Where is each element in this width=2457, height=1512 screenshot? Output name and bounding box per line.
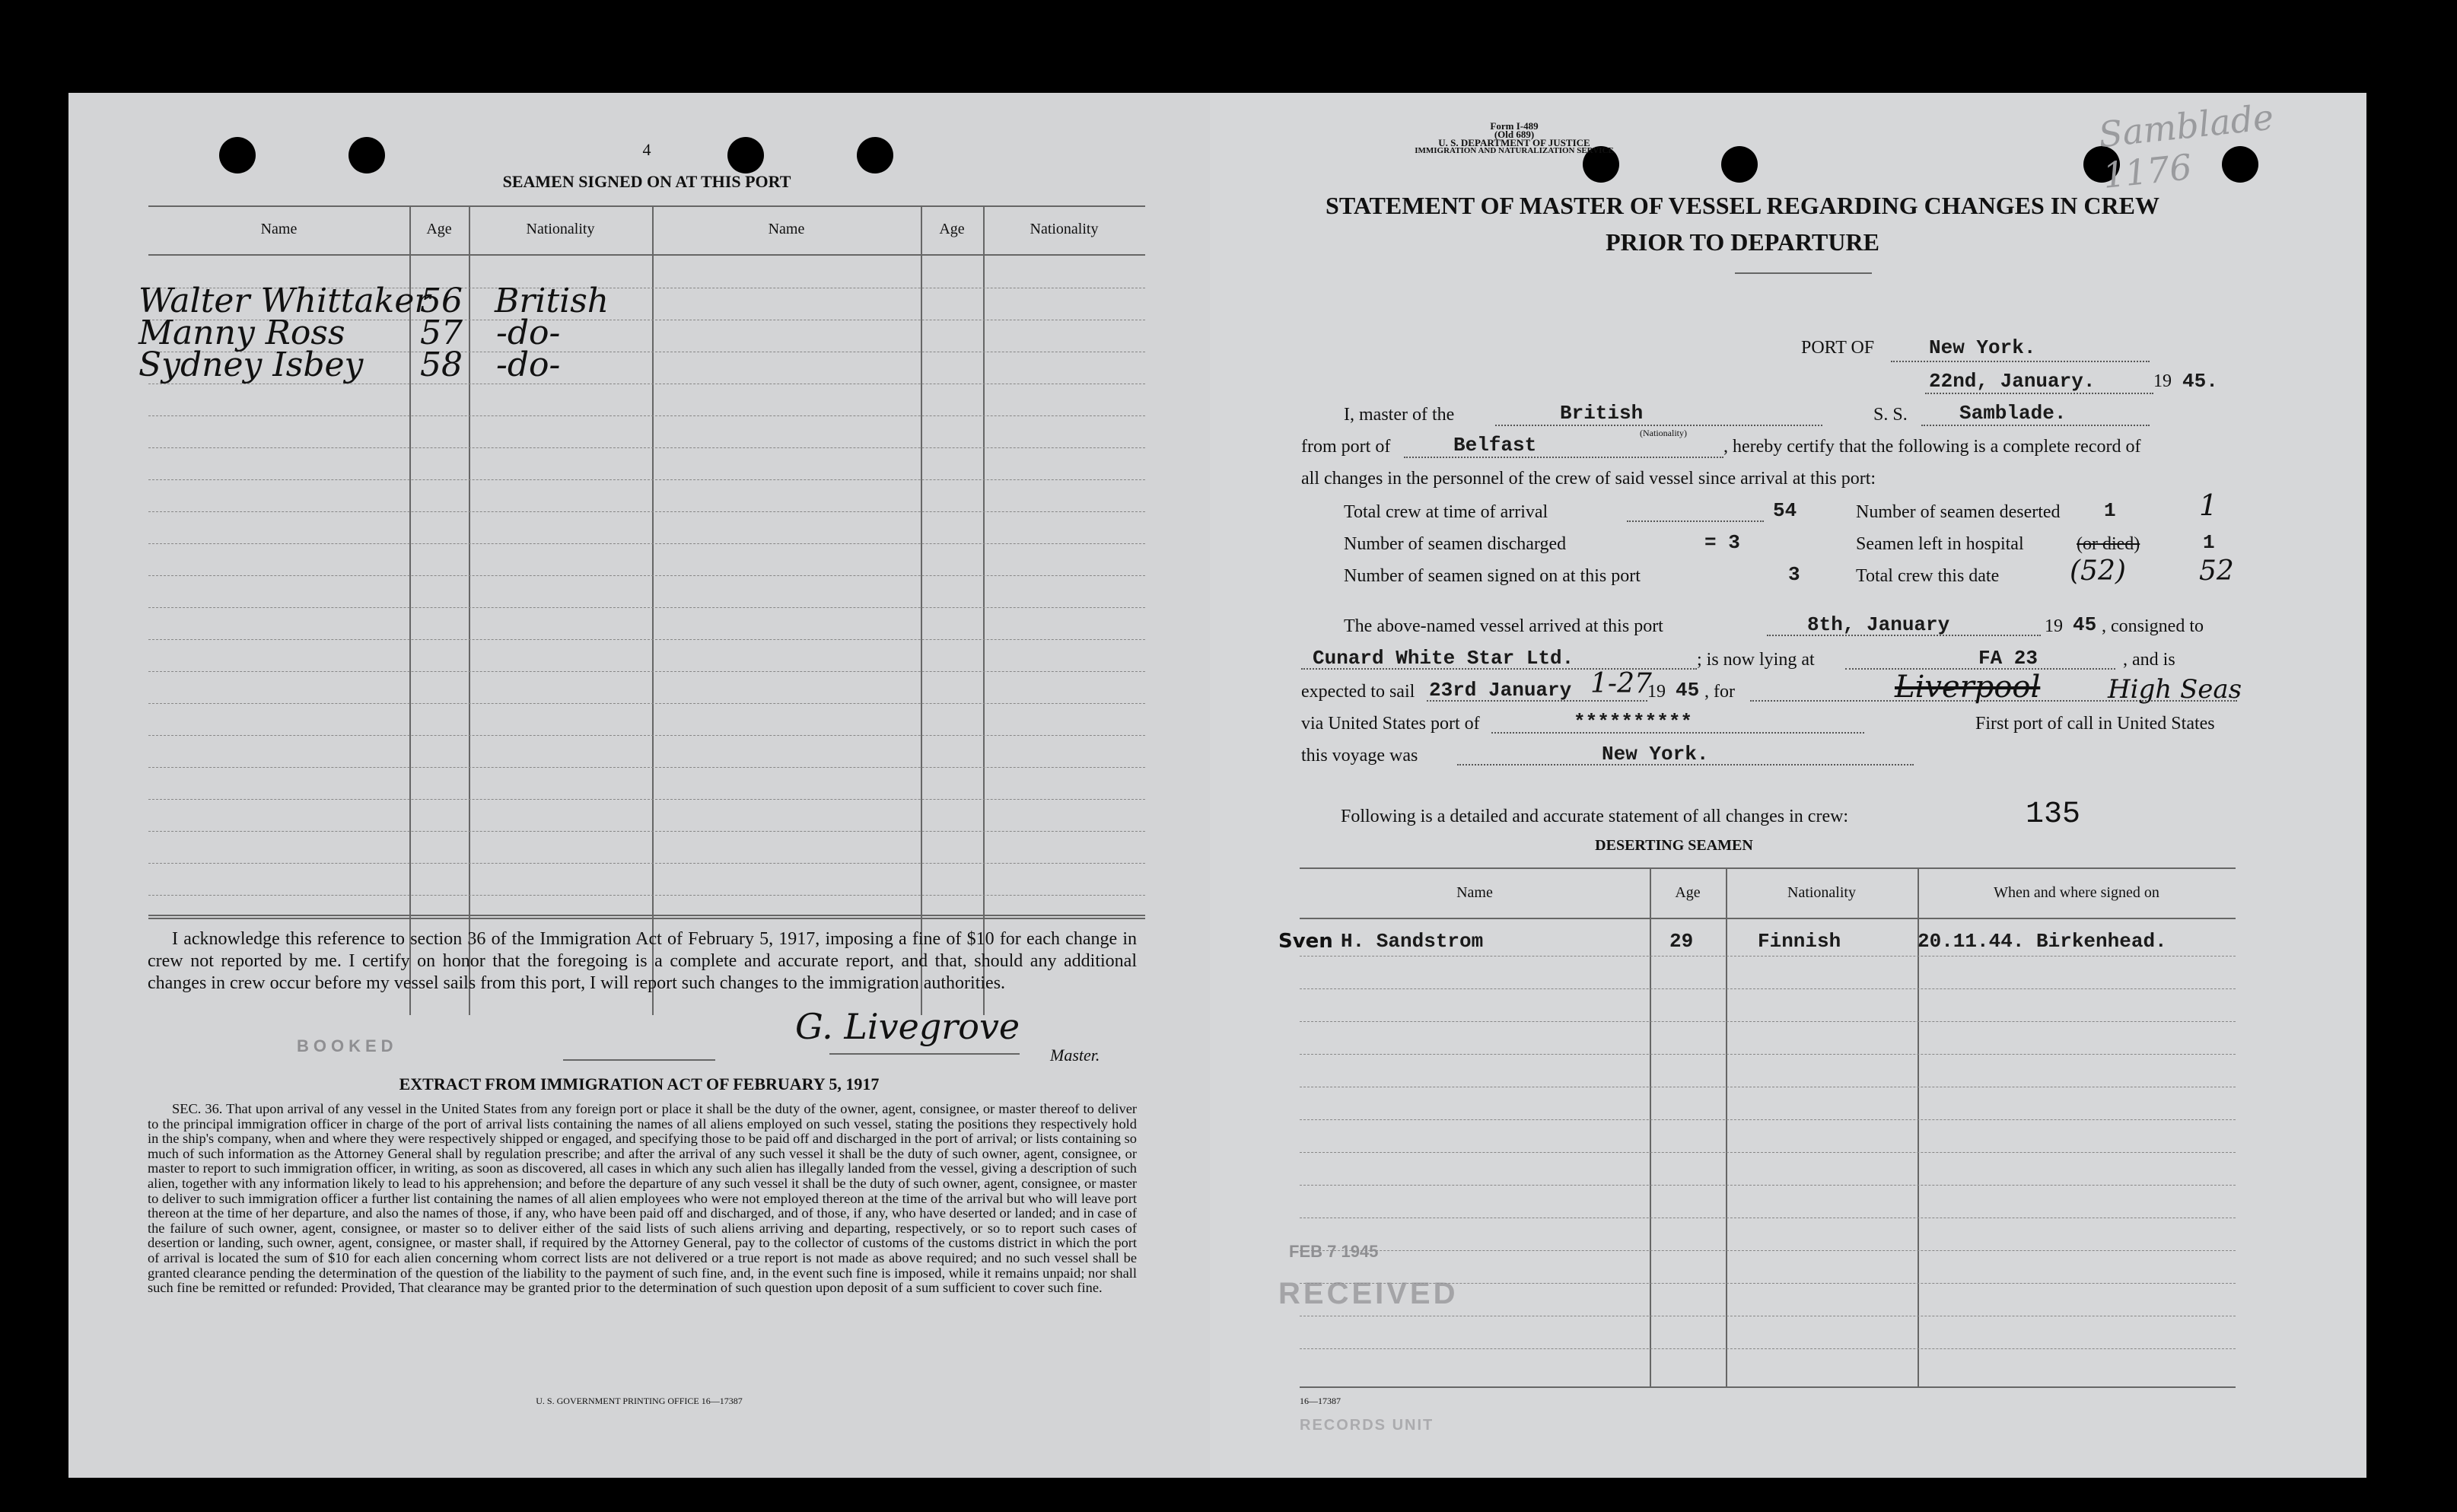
column-header: Age <box>1675 884 1701 901</box>
received-stamp: RECEIVED <box>1278 1277 1459 1310</box>
hospital-value: 1 <box>2203 531 2215 554</box>
column-header: Nationality <box>1030 221 1099 237</box>
column-header: Name <box>260 221 298 237</box>
deserter-age: 29 <box>1669 930 1694 953</box>
for-label: , for <box>1704 682 1735 702</box>
total-date-label: Total crew this date <box>1856 566 2000 586</box>
first-port-label: First port of call in United States <box>1975 714 2215 734</box>
booked-stamp: BOOKED <box>297 1036 398 1055</box>
deserter-name: H. Sandstrom <box>1341 930 1484 953</box>
from-port-value: Belfast <box>1453 434 1537 457</box>
department: U. S. DEPARTMENT OF JUSTICE <box>1438 137 1590 148</box>
certify-text: , hereby certify that the following is a complete record of <box>1723 437 2141 457</box>
punch-hole <box>219 137 256 173</box>
right-page <box>1210 93 2366 1478</box>
ss-label: S. S. <box>1873 405 1908 425</box>
seaman-name: Sydney Isbey <box>138 345 364 384</box>
seaman-age: 57 <box>420 314 463 352</box>
date-value: 22nd, January. <box>1929 370 2096 393</box>
destination-struck: Liverpool <box>1895 670 2041 705</box>
nationality-caption: (Nationality) <box>1640 428 1687 438</box>
via-value: ********** <box>1574 711 1693 734</box>
column-header: Nationality <box>1787 884 1856 901</box>
seaman-name: Manny Ross <box>138 314 345 352</box>
deserted-hand: 1 <box>2199 489 2218 522</box>
extract-text: SEC. 36. That upon arrival of any vessel in the United States from any foreign port or place it shall be the duty of the owner, agent, consignee, or master thereof to deliver to the principal immigration officer in charge of the port of arrival lists containing the names of all aliens employed on such vessel, stating the positions they respectively hold in the ship's company, when and where they were respectively shipped or engaged, and specifying those to be paid off and discharged in the port of arrival; or lists containing so much of such information as the Attorney General shall by regulation prescribe; and after the arrival of any such vessel it shall be the duty of such owner, agent, consignee, or master to report to such immigration officer, in writing, as soon as discovered, all cases in which any such alien has illegally landed from the vessel, giving a description of such alien, together with any information likely to lead to his apprehension; and before the departure of any such vessel it shall be the duty of such owner, agent, consignee, or master to deliver to such immigration officer a further list containing the names of all alien employees who were not employed thereon at the time of the arrival but who will leave port thereon at the time of her departure, and also the names of those, if any, who have been paid off and discharged, and of those, if any, who have deserted or landed; and in case of the failure of such owner, agent, consignee, or master so to deliver either of the said lists of such aliens arriving and departing, respectively, or so to report such cases of desertion or landing, such owner, agent, consignee, or master shall, if required by the Attorney General, pay to the collector of customs of the customs district in which the port of arrival is located the sum of $10 for each alien concerning whom correct lists are not delivered or a true report is not made as above required; and no such vessel shall be granted clearance pending the determination of the question of the liability to the payment of such fine, and, in the event such fine is imposed, while it remains unpaid; nor shall such fine be remitted or refunded: Provided, That clearance may be granted prior to the determination of such question upon deposit of a sum sufficient to cover such fine. <box>148 1101 1137 1296</box>
nationality-value: British <box>1560 402 1644 425</box>
arrived-value: 8th, January <box>1807 613 1950 636</box>
column-header: Name <box>1456 884 1493 901</box>
lying-label: ; is now lying at <box>1697 650 1815 670</box>
seaman-nationality: -do- <box>496 314 561 352</box>
punch-hole <box>727 137 764 173</box>
records-stamp: RECORDS UNIT <box>1300 1417 1434 1434</box>
voyage-value: New York. <box>1602 743 1709 766</box>
hospital-struck: (or died) <box>2077 534 2140 554</box>
ship-value: Samblade. <box>1959 402 2067 425</box>
discharged-label: Number of seamen discharged <box>1344 534 1567 554</box>
punch-hole <box>1721 146 1758 183</box>
signed-label: Number of seamen signed on at this port <box>1344 566 1641 586</box>
sail-year-prefix: 19 <box>1647 682 1666 702</box>
all-changes-text: all changes in the personnel of the crew of said vessel since arrival at this port: <box>1301 469 1876 489</box>
deserter-signed-on: 20.11.44. Birkenhead. <box>1918 930 2167 953</box>
page-number: 4 <box>642 140 651 159</box>
deserted-value: 1 <box>2104 499 2116 522</box>
seaman-nationality: British <box>495 282 609 320</box>
date-stamp: FEB 7 1945 <box>1289 1242 1379 1261</box>
seaman-age: 58 <box>420 345 463 384</box>
voyage-label: this voyage was <box>1301 746 1418 766</box>
column-header: Name <box>768 221 805 237</box>
via-label: via United States port of <box>1301 714 1480 734</box>
date-year-suffix: 45. <box>2182 370 2218 393</box>
column-header: Age <box>426 221 452 237</box>
total-crew-label: Total crew at time of arrival <box>1344 502 1548 522</box>
extract-heading: EXTRACT FROM IMMIGRATION ACT OF FEBRUARY 5, 1917 <box>399 1074 880 1093</box>
number-stamp: 135 <box>2026 797 2081 832</box>
left-page <box>68 93 1210 1478</box>
form-footer: 16—17387 <box>1300 1396 1341 1406</box>
seaman-age: 56 <box>420 282 463 320</box>
consigned-label: , consigned to <box>2102 616 2204 636</box>
total-date-value: (52) <box>2070 555 2126 587</box>
following-text: Following is a detailed and accurate statement of all changes in crew: <box>1341 807 1849 826</box>
deserter-nationality: Finnish <box>1758 930 1841 953</box>
form-old: (Old 689) <box>1494 129 1535 140</box>
acknowledgment-text: I acknowledge this reference to section 36 of the Immigration Act of February 5, 1917, imposing a fine of $10 for each change in crew not reported by me. I certify on honor that the foregoing is a complete and accurate report, and that, should any additional changes in crew occur before my vessel sails from this port, I will report such changes to the immigration authorities. <box>148 929 1137 993</box>
total-crew-value: 54 <box>1773 499 1797 522</box>
sail-hand: 1-27 <box>1590 668 1652 699</box>
punch-hole <box>857 137 893 173</box>
port-label: PORT OF <box>1801 338 1875 358</box>
service: IMMIGRATION AND NATURALIZATION SERVICE <box>1415 146 1614 155</box>
total-date-hand: 52 <box>2199 555 2234 587</box>
hospital-label: Seamen left in hospital <box>1856 534 2024 554</box>
corner-note: Samblade 1176 <box>2096 96 2276 196</box>
column-header: Age <box>939 221 965 237</box>
signed-value: 3 <box>1788 563 1800 586</box>
arrived-label: The above-named vessel arrived at this port <box>1344 616 1663 636</box>
column-header: Nationality <box>526 221 595 237</box>
arrived-year-suffix: 45 <box>2073 613 2097 636</box>
berth-value: FA 23 <box>1978 647 2038 670</box>
sail-year-suffix: 45 <box>1676 679 1700 702</box>
column-header: When and where signed on <box>1994 884 2159 901</box>
from-port-label: from port of <box>1301 437 1391 457</box>
seaman-nationality: -do- <box>496 345 561 384</box>
discharged-value: = 3 <box>1704 531 1740 554</box>
date-year-prefix: 19 <box>2153 371 2172 391</box>
punch-hole <box>348 137 385 173</box>
deserted-label: Number of seamen deserted <box>1856 502 2061 522</box>
form-subtitle: PRIOR TO DEPARTURE <box>1606 228 1879 256</box>
form-title: STATEMENT OF MASTER OF VESSEL REGARDING CHANGES IN CREW <box>1326 192 2159 219</box>
deserting-heading: DESERTING SEAMEN <box>1595 837 1753 854</box>
deserter-name-hand: Sven <box>1278 930 1333 953</box>
form-header <box>1354 122 1674 155</box>
master-signature: G. Livegrove <box>795 1006 1020 1047</box>
port-value: New York. <box>1929 336 2036 359</box>
sail-value: 23rd January <box>1429 679 1572 702</box>
section-heading: SEAMEN SIGNED ON AT THIS PORT <box>502 172 791 191</box>
consignee-value: Cunard White Star Ltd. <box>1313 647 1574 670</box>
and-is-text: , and is <box>2123 650 2175 670</box>
printer-line: U. S. GOVERNMENT PRINTING OFFICE 16—17387 <box>536 1396 743 1406</box>
destination-hand: High Seas <box>2108 674 2242 705</box>
form-id: Form I-489 <box>1490 120 1539 132</box>
master-of-label: I, master of the <box>1344 405 1455 425</box>
expected-label: expected to sail <box>1301 682 1415 702</box>
seaman-name: Walter Whittaker <box>138 282 431 320</box>
arrived-year-prefix: 19 <box>2045 616 2063 636</box>
master-label: Master. <box>1050 1046 1100 1065</box>
